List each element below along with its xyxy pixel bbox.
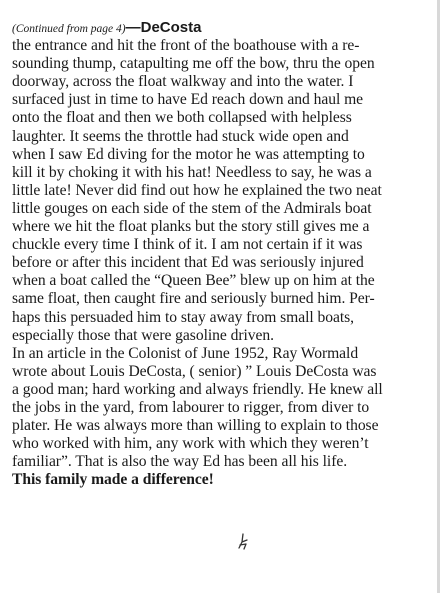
body-line: the jobs in the yard, from labourer to rigger, from diver to — [12, 398, 370, 416]
body-line: kill it by choking it with his hat! Needless to say, he was a — [12, 163, 372, 181]
body-line: little gouges on each side of the stem of the Admirals boat — [12, 199, 372, 217]
body-line: where we hit the float planks but the story still gives me a — [12, 218, 370, 236]
end-of-article-icon — [236, 533, 250, 551]
body-line: wrote about Louis DeCosta, ( senior) ” Louis DeCosta was — [12, 362, 377, 380]
body-line: laughter. It seems the throttle had stuck wide open and — [12, 127, 349, 145]
body-line: onto the float and then we both collapsed with helpless — [12, 109, 352, 127]
body-line: same float, then caught fire and seriously burned him. Per- — [12, 290, 375, 308]
body-line: haps this persuaded him to stay away from small boats, — [12, 308, 355, 326]
body-line: surfaced just in time to have Ed reach down and haul me — [12, 91, 364, 109]
body-line: when I saw Ed diving for the motor he was attempting to — [12, 145, 365, 163]
closing-line: This family made a difference! — [12, 471, 214, 489]
article-body — [12, 37, 436, 489]
body-line: before or after this incident that Ed was seriously injured — [12, 254, 364, 272]
body-line: familiar”. That is also the way Ed has been all his life. — [12, 453, 348, 471]
body-line: who worked with him, any work with which they weren’t — [12, 435, 369, 453]
body-line: In an article in the Colonist of June 1952, Ray Wormald — [12, 344, 359, 362]
article-header — [12, 19, 436, 37]
continued-note: (Continued from page 4) — [12, 23, 126, 35]
article-title: DeCosta — [140, 19, 202, 36]
body-line: the entrance and hit the front of the boathouse with a re- — [12, 37, 360, 55]
body-line: sounding thump, catapulting me off the bow, thru the open — [12, 55, 375, 73]
body-line: chuckle every time I think of it. I am not certain if it was — [12, 236, 363, 254]
body-line: doorway, across the float walkway and into the water. I — [12, 73, 354, 91]
body-line: especially those that were gasoline driven. — [12, 326, 274, 344]
body-line: little late! Never did find out how he explained the two neat — [12, 181, 382, 199]
body-line: when a boat called the “Queen Bee” blew up on him at the — [12, 272, 375, 290]
body-line: a good man; hard working and always friendly. He knew all — [12, 380, 383, 398]
article-page — [12, 19, 436, 489]
body-line: plater. He was always more than willing to explain to those — [12, 417, 379, 435]
header-separator: — — [125, 19, 141, 36]
